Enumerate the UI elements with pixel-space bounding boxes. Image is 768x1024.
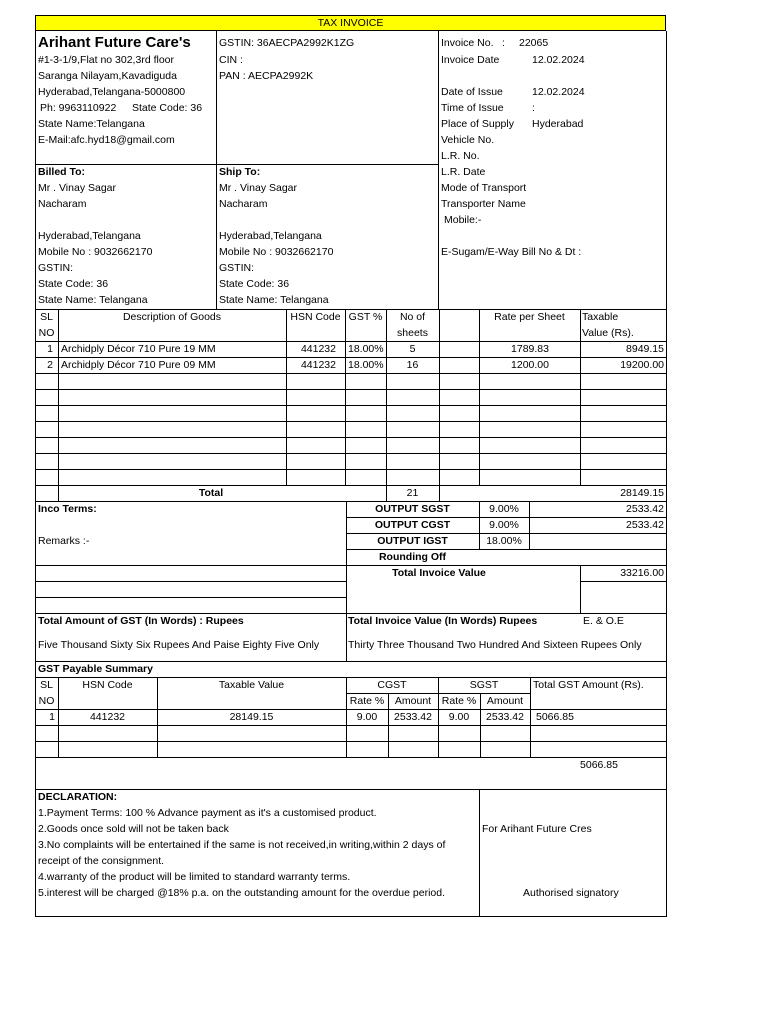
gst-in-words-label: Total Amount of GST (In Words) : Rupees [38,615,244,627]
lr-date-label: L.R. Date [441,166,486,178]
inco-terms-label: Inco Terms: [38,503,97,515]
item-gst: 18.00% [348,343,384,355]
gst-summary-header-sgst-amount: Amount [486,695,524,707]
output-igst-rate: 18.00% [486,535,522,547]
esugam-label: E-Sugam/E-Way Bill No & Dt : [441,246,582,258]
declaration-line: receipt of the consignment. [38,855,165,867]
gst-summary-total: 5066.85 [536,711,574,723]
billed-to-gstin: GSTIN: [38,262,74,274]
billed-to-heading: Billed To: [38,166,86,178]
items-header-rate: Rate per Sheet [494,311,565,323]
company-pan: PAN : AECPA2992K [219,70,314,82]
items-header-taxable-unit: Value (Rs). [582,327,634,339]
ship-to-mobile: Mobile No : 9032662170 [219,246,334,258]
items-total-qty: 21 [406,487,419,499]
mode-of-transport-label: Mode of Transport [441,182,527,194]
items-total-label: Total [198,487,224,499]
billed-to-city: Hyderabad,Telangana [38,230,141,242]
company-name: Arihant Future Care's [38,34,191,51]
gst-summary-taxable: 28149.15 [229,711,274,723]
declaration-line: 1.Payment Terms: 100 % Advance payment as it's a customised product. [38,807,377,819]
billed-to-mobile: Mobile No : 9032662170 [38,246,153,258]
gst-summary-header-no: NO [38,695,55,707]
for-company-label: For Arihant Future Cres [482,823,592,835]
item-sl: 1 [47,343,53,355]
gst-summary-header-sl: SL [40,679,53,691]
gst-summary-hsn: 441232 [89,711,126,723]
item-description: Archidply Décor 710 Pure 19 MM [61,343,216,355]
invoice-title: TAX INVOICE [35,15,666,31]
gst-summary-sgst-amount: 2533.42 [486,711,524,723]
gst-in-words: Five Thousand Sixty Six Rupees And Paise Eighty Five Only [38,639,320,651]
remarks-label: Remarks :- [38,535,90,547]
item-taxable: 19200.00 [620,359,664,371]
invoice-date-label: Invoice Date [441,54,500,66]
item-qty: 5 [409,343,416,355]
company-email: E-Mail:afc.hyd18@gmail.com [38,134,175,146]
gst-summary-header-total: Total GST Amount (Rs). [533,679,644,691]
company-state-code: State Code: 36 [132,102,203,114]
transport-mobile-label: Mobile:- [444,214,482,226]
gst-summary-header-cgst-amount: Amount [394,695,432,707]
place-of-supply-value: Hyderabad [532,118,584,130]
items-header-taxable: Taxable [582,311,619,323]
output-cgst-label: OUTPUT CGST [374,519,451,531]
gst-summary-cgst-rate: 9.00 [356,711,378,723]
item-hsn: 441232 [300,343,336,355]
item-gst: 18.00% [348,359,384,371]
rounding-off-label: Rounding Off [378,551,447,563]
gst-summary-header-sgst: SGST [469,679,499,691]
place-of-supply-label: Place of Supply [441,118,514,130]
output-sgst-rate: 9.00% [489,503,519,515]
lr-no-label: L.R. No. [441,150,480,162]
invoice-in-words-label: Total Invoice Value (In Words) Rupees [348,615,538,627]
time-of-issue-value: : [532,102,535,114]
eoe-label: E. & O.E [583,615,624,627]
gst-summary-header-cgst-rate: Rate % [349,695,385,707]
vehicle-no-label: Vehicle No. [441,134,495,146]
company-cin: CIN : [219,54,243,66]
declaration-heading: DECLARATION: [38,791,118,803]
billed-to-state-code: State Code: 36 [38,278,109,290]
gst-summary-sgst-rate: 9.00 [448,711,470,723]
items-header-gst: GST % [348,311,383,323]
company-address-line: #1-3-1/9,Flat no 302,3rd floor [38,54,174,66]
items-header-qty-unit: sheets [397,327,428,339]
company-gstin: GSTIN: 36AECPA2992K1ZG [219,37,355,49]
date-of-issue-label: Date of Issue [441,86,503,98]
ship-to-gstin: GSTIN: [219,262,255,274]
invoice-in-words: Thirty Three Thousand Two Hundred And Sixteen Rupees Only [348,639,642,651]
items-header-description: Description of Goods [122,311,222,323]
item-rate: 1789.83 [511,343,549,355]
items-header-qty: No of [399,311,426,323]
declaration-line: 4.warranty of the product will be limited to standard warranty terms. [38,871,351,883]
billed-to-area: Nacharam [38,198,87,210]
gst-summary-sl: 1 [49,711,55,723]
declaration-line: 3.No complaints will be entertained if the same is not received,in writing,within 2 days of [38,839,446,851]
time-of-issue-label: Time of Issue [441,102,504,114]
gst-summary-header-taxable: Taxable Value [218,679,285,691]
billed-to-name: Mr . Vinay Sagar [38,182,117,194]
company-address-line: Saranga Nilayam,Kavadiguda [38,70,177,82]
gst-summary-header-sgst-rate: Rate % [441,695,477,707]
total-invoice-value: 33216.00 [620,567,664,579]
ship-to-state-name: State Name: Telangana [219,294,329,306]
item-description: Archidply Décor 710 Pure 09 MM [61,359,216,371]
item-taxable: 8949.15 [626,343,664,355]
item-hsn: 441232 [300,359,336,371]
output-cgst-rate: 9.00% [489,519,519,531]
item-qty: 16 [406,359,419,371]
items-header-hsn: HSN Code [290,311,341,323]
gst-summary-header-hsn: HSN Code [82,679,133,691]
invoice-no-label: Invoice No. [441,37,494,49]
company-phone: Ph: 9963110922 [40,102,117,114]
company-state-name: State Name:Telangana [38,118,145,130]
total-invoice-value-label: Total Invoice Value [392,567,486,579]
gst-summary-header-cgst: CGST [377,679,407,691]
gst-summary-grand-total: 5066.85 [580,759,618,771]
item-sl: 2 [47,359,53,371]
items-total-taxable: 28149.15 [620,487,664,499]
authorised-signatory-label: Authorised signatory [523,887,619,899]
gst-summary-cgst-amount: 2533.42 [394,711,432,723]
output-cgst-amount: 2533.42 [626,519,664,531]
declaration-line: 2.Goods once sold will not be taken back [38,823,229,835]
invoice-date-value: 12.02.2024 [532,54,585,66]
item-rate: 1200.00 [511,359,549,371]
date-of-issue-value: 12.02.2024 [532,86,585,98]
declaration-line: 5.interest will be charged @18% p.a. on the outstanding amount for the overdue period. [38,887,445,899]
invoice-no-value: 22065 [519,37,549,49]
ship-to-state-code: State Code: 36 [219,278,290,290]
billed-to-state-name: State Name: Telangana [38,294,148,306]
company-address-line: Hyderabad,Telangana-5000800 [38,86,186,98]
ship-to-heading: Ship To: [219,166,261,178]
ship-to-area: Nacharam [219,198,268,210]
ship-to-name: Mr . Vinay Sagar [219,182,298,194]
invoice-no-separator: : [502,37,505,49]
output-igst-label: OUTPUT IGST [377,535,448,547]
output-sgst-label: OUTPUT SGST [375,503,450,515]
gst-summary-heading: GST Payable Summary [38,663,153,675]
transporter-name-label: Transporter Name [441,198,526,210]
items-header-no: NO [38,327,55,339]
output-sgst-amount: 2533.42 [626,503,664,515]
ship-to-city: Hyderabad,Telangana [219,230,322,242]
items-header-sl: SL [40,311,53,323]
